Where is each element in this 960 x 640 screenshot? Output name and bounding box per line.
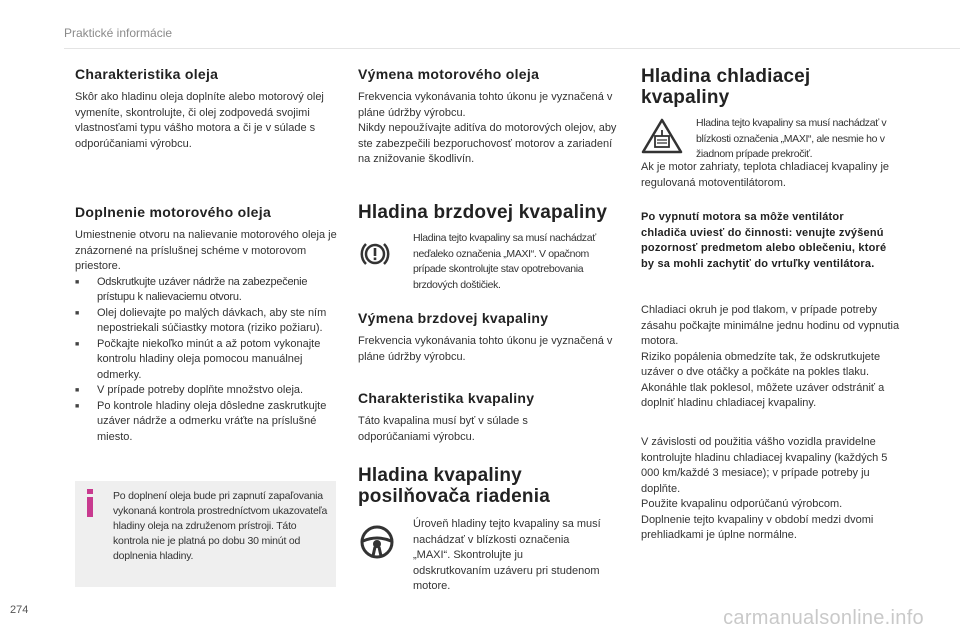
- info-note-box: [75, 481, 336, 587]
- section-coolant: [641, 66, 911, 163]
- section-steering-fluid: [358, 465, 620, 595]
- heading-oil-characteristics: Charakteristika oleja: [75, 66, 219, 82]
- page-number: 274: [10, 604, 29, 616]
- header-divider: [64, 48, 960, 49]
- section-brake-change: [358, 310, 620, 365]
- heading-oil-fill: Doplnenie motorového oleja: [75, 204, 272, 220]
- text-coolant-p2: Chladiaci okruh je pod tlakom, v prípade potreby zásahu počkajte minimálne jednu hodinu od vypnutia motora. Riziko popálenia obmedzíte tak, že odskrutkujete uzáver o dve otáčky a počkáte na pokles tlaku. Akonáhle tlak poklesol, môžete uzáver odstrániť a doplniť hladinu chladiacej kvapaliny.: [641, 304, 900, 409]
- section-coolant-body: [641, 160, 911, 191]
- section-brake-level: [358, 202, 620, 293]
- list-item: ■ Olej dolievajte po malých dávkach, aby ste ním nepostriekali súčiastky motora (riziko požiaru).: [75, 306, 337, 337]
- text-coolant-p1: Ak je motor zahriaty, teplota chladiacej kvapaliny je regulovaná motoventilátorom.: [641, 161, 890, 189]
- list-item: ■ Po kontrole hladiny oleja dôsledne zaskrutkujte uzáver nádrže a odmerku vráťte na príslušné miesto.: [75, 399, 337, 446]
- text-oil-fill-intro: Umiestnenie otvoru na nalievanie motorového oleja je znázornené na príslušnej schéme v motorovom priestore.: [75, 229, 337, 272]
- heading-brake-change: Výmena brzdovej kvapaliny: [358, 310, 549, 326]
- list-item: ■ V prípade potreby doplňte množstvo oleja.: [75, 383, 337, 399]
- text-coolant-icon: Hladina tejto kvapaliny sa musí nachádzať v blízkosti označenia „MAXI“, ale nesmie ho v žiadnom prípade prekročiť.: [696, 117, 887, 160]
- list-item: ■ Počkajte niekoľko minút a až potom vykonajte kontrolu hladiny oleja pomocou manuálnej odmerky.: [75, 337, 337, 384]
- section-oil-characteristics: [75, 66, 337, 152]
- coolant-warning-icon: [641, 116, 696, 159]
- text-brake-change: Frekvencia vykonávania tohto úkonu je vyznačená v pláne údržby výrobcu.: [358, 335, 613, 363]
- running-header: Praktické informácie: [64, 26, 173, 40]
- text-fluid-characteristics: Táto kvapalina musí byť v súlade s odporúčaniami výrobcu.: [358, 415, 528, 443]
- oil-fill-steps: [75, 275, 337, 446]
- text-oil-characteristics: Skôr ako hladinu oleja doplníte alebo motorový olej vymeníte, skontrolujte, či olej zodpovedá svojimi vlastnosťami typu vášho motora a či je v súlade s odporúčaniami výrobcu.: [75, 91, 324, 150]
- heading-oil-change: Výmena motorového oleja: [358, 66, 540, 82]
- heading-brake-level: Hladina brzdovej kvapaliny: [358, 202, 608, 223]
- text-oil-change: Frekvencia vykonávania tohto úkonu je vyznačená v pláne údržby výrobcu. Nikdy nepoužívajte aditíva do motorových olejov, aby ste zabezpečili bezporuchovosť motorov a zariadení na znižovanie škodlivín.: [358, 91, 617, 165]
- info-icon: [85, 489, 95, 517]
- section-fluid-characteristics: [358, 390, 620, 445]
- text-brake-level: Hladina tejto kvapaliny sa musí nachádzať neďaleko označenia „MAXI“. V opačnom prípade skontrolujte stav opotrebovania brzdových doštičiek.: [413, 232, 596, 291]
- section-oil-change: [358, 66, 620, 168]
- section-coolant-check: [641, 435, 911, 544]
- watermark: carmanualsonline.info: [723, 607, 924, 629]
- text-coolant-warning: Po vypnutí motora sa môže ventilátor chladiča uviesť do činnosti: venujte zvýšenú pozornosť predmetom alebo oblečeniu, ktoré by sa mohli zachytiť do vrtuľky ventilátora.: [641, 211, 887, 270]
- brake-warning-icon: [358, 231, 413, 276]
- heading-steering-fluid: Hladina kvapaliny posilňovača riadenia: [358, 465, 550, 507]
- info-note-text: Po doplnení oleja bude pri zapnutí zapaľovania vykonaná kontrola prostredníctvom ukazovateľa hladiny oleja na združenom prístroji. Táto kontrola nie je platná po dobu 30 minút od doplnenia hladiny.: [113, 490, 328, 562]
- section-oil-fill: [75, 204, 337, 445]
- list-item: ■ Odskrutkujte uzáver nádrže na zabezpečenie prístupu k nalievaciemu otvoru.: [75, 275, 337, 306]
- text-coolant-p3: V závislosti od použitia vášho vozidla pravidelne kontrolujte hladinu chladiacej kvapaliny (každých 5 000 km/každé 3 mesiace); v prípade potreby ju doplňte. Použite kvapalinu odporúčanú výrobcom. Doplnenie tejto kvapaliny v období medzi dvomi prehliadkami je úplne normálne.: [641, 436, 888, 541]
- steering-wheel-icon: [358, 517, 413, 566]
- text-steering-fluid: Úroveň hladiny tejto kvapaliny sa musí nachádzať v blízkosti označenia „MAXI“. Skontrolujte ju odskrutkovaním uzáveru pri studenom motore.: [413, 518, 601, 592]
- section-coolant-warning: [641, 210, 911, 272]
- heading-coolant: Hladina chladiacej kvapaliny: [641, 66, 811, 108]
- heading-fluid-characteristics: Charakteristika kvapaliny: [358, 390, 535, 406]
- section-coolant-pressure: [641, 303, 911, 412]
